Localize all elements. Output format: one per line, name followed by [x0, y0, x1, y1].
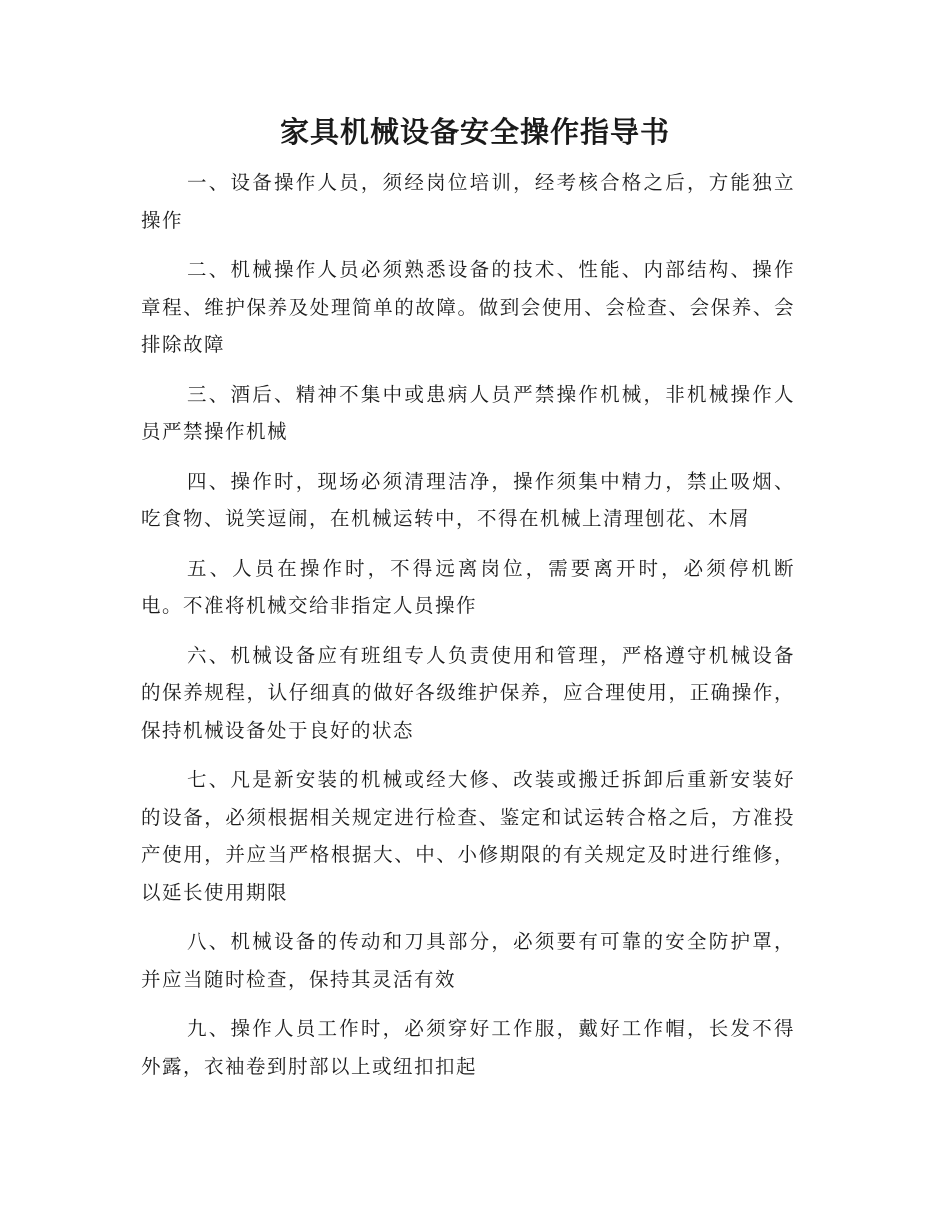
document-title: 家具机械设备安全操作指导书	[279, 115, 670, 149]
paragraph-7: 七、凡是新安装的机械或经大修、改装或搬迁拆卸后重新安装好的设备，必须根据相关规定进行检查、鉴定和试运转合格之后，方准投产使用，并应当严格根据大、中、小修期限的有关规定及时进行维修，以延长使用期限	[141, 768, 795, 904]
paragraph-3: 三、酒后、精神不集中或患病人员严禁操作机械，非机械操作人员严禁操作机械	[141, 382, 795, 443]
document-body	[141, 164, 795, 1097]
paragraph-1: 一、设备操作人员，须经岗位培训，经考核合格之后，方能独立操作	[141, 171, 795, 232]
paragraph-6: 六、机械设备应有班组专人负责使用和管理，严格遵守机械设备的保养规程，认仔细真的做好各级维护保养，应合理使用，正确操作，保持机械设备处于良好的状态	[141, 643, 795, 742]
paragraph-8: 八、机械设备的传动和刀具部分，必须要有可靠的安全防护罩，并应当随时检查，保持其灵活有效	[141, 930, 795, 991]
paragraph-2: 二、机械操作人员必须熟悉设备的技术、性能、内部结构、操作章程、维护保养及处理简单的故障。做到会使用、会检查、会保养、会排除故障	[141, 258, 795, 356]
paragraph-4: 四、操作时，现场必须清理洁净，操作须集中精力，禁止吸烟、吃食物、说笑逗闹，在机械运转中，不得在机械上清理刨花、木屑	[141, 469, 795, 530]
paragraph-5: 五、人员在操作时，不得远离岗位，需要离开时，必须停机断电。不准将机械交给非指定人员操作	[141, 556, 795, 617]
paragraph-9: 九、操作人员工作时，必须穿好工作服，戴好工作帽，长发不得外露，衣袖卷到肘部以上或纽扣扣起	[141, 1017, 795, 1078]
